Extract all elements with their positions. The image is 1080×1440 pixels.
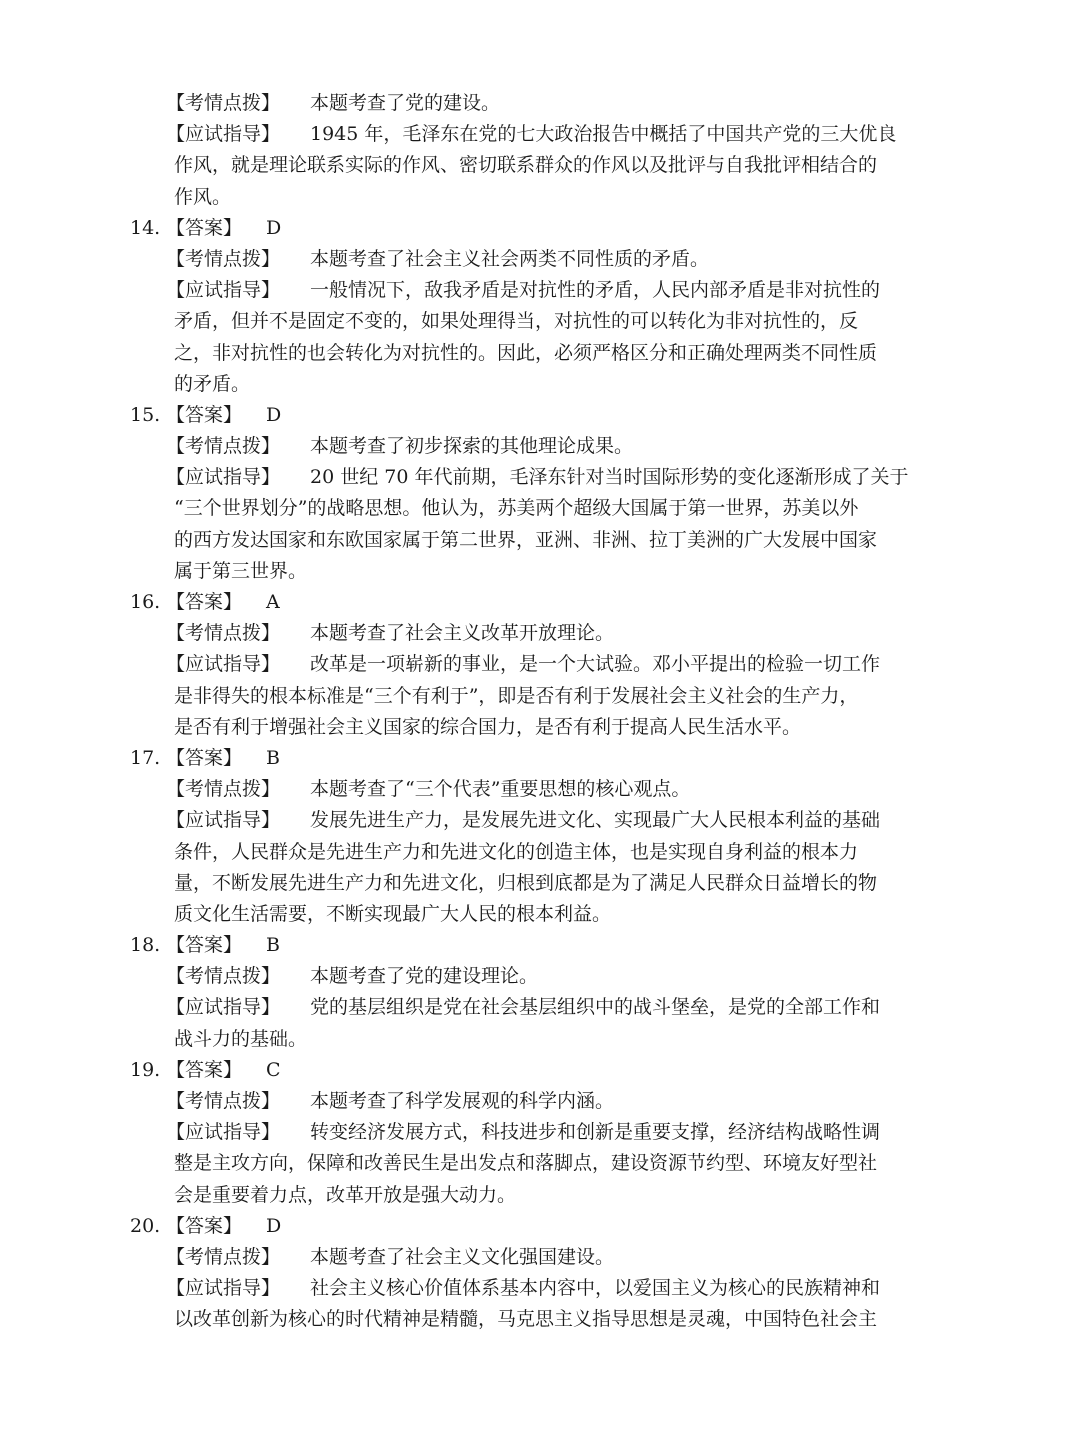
q17-guide-line-3: 量，不断发展先进生产力和先进文化，归根到底都是为了满足人民群众日益增长的物 xyxy=(174,871,878,894)
q13-point-row xyxy=(0,88,1080,119)
q16-guide-line-3: 是否有利于增强社会主义国家的综合国力，是否有利于提高人民生活水平。 xyxy=(174,715,802,738)
answer-value: B xyxy=(266,746,280,769)
answer-label: 【答案】 xyxy=(166,591,243,613)
q14-guide-cont-row xyxy=(0,306,1080,337)
q15-guide-cont-row xyxy=(0,556,1080,587)
q13-point-text: 本题考查了党的建设。 xyxy=(310,92,501,114)
q14-guide-cont-row xyxy=(0,338,1080,369)
answer-label: 【答案】 xyxy=(166,1058,243,1081)
q18-guide-row xyxy=(0,992,1080,1023)
q19-point-text: 本题考查了科学发展观的科学内涵。 xyxy=(310,1090,615,1112)
q15-point-row xyxy=(0,431,1080,462)
answer-value: D xyxy=(266,403,282,426)
q14-guide-cont-row xyxy=(0,369,1080,400)
q14-guide-line-4: 的矛盾。 xyxy=(174,372,251,395)
q18-point-row xyxy=(0,961,1080,992)
q15-point-text: 本题考查了初步探索的其他理论成果。 xyxy=(310,435,634,458)
q16-guide-line-2: 是非得失的根本标准是“三个有利于”，即是否有利于发展社会主义社会的生产力， xyxy=(174,684,859,707)
q16-point-row xyxy=(0,618,1080,649)
q15-guide-line-1: 20 世纪 70 年代前期，毛泽东针对当时国际形势的变化逐渐形成了关于 xyxy=(310,466,909,489)
q15-guide-cont-row xyxy=(0,493,1080,524)
q14-guide-row xyxy=(0,275,1080,306)
q17-point-row xyxy=(0,774,1080,805)
guide-label: 【应试指导】 xyxy=(166,996,281,1019)
q17-guide-row xyxy=(0,805,1080,836)
q16-guide-line-1: 改革是一项崭新的事业，是一个大试验。邓小平提出的检验一切工作 xyxy=(310,653,881,676)
q13-guide-line-1: 1945 年，毛泽东在党的七大政治报告中概括了中国共产党的三大优良 xyxy=(310,123,897,146)
q17-guide-cont-row xyxy=(0,899,1080,930)
q13-guide-line-2: 作风，就是理论联系实际的作风、密切联系群众的作风以及批评与自我批评相结合的 xyxy=(174,154,878,177)
q18-point-text: 本题考查了党的建设理论。 xyxy=(310,965,539,988)
q14-guide-line-2: 矛盾，但并不是固定不变的，如果处理得当，对抗性的可以转化为非对抗性的，反 xyxy=(174,310,859,333)
q19-guide-row xyxy=(0,1117,1080,1148)
answer-value: C xyxy=(266,1058,281,1081)
q14-point-row xyxy=(0,244,1080,275)
q17-guide-line-2: 条件，人民群众是先进生产力和先进文化的创造主体，也是实现自身利益的根本力 xyxy=(174,840,859,863)
q13-guide-cont-row xyxy=(0,150,1080,181)
question-number: 19. xyxy=(130,1058,161,1081)
q18-guide-cont-row xyxy=(0,1024,1080,1055)
answer-explanations-page xyxy=(0,88,1080,1336)
answer-value: A xyxy=(266,591,280,613)
q19-guide-line-3: 会是重要着力点，改革开放是强大动力。 xyxy=(174,1183,517,1206)
q17-guide-cont-row xyxy=(0,837,1080,868)
q17-point-text: 本题考查了“三个代表”重要思想的核心观点。 xyxy=(310,778,691,801)
q16-guide-cont-row xyxy=(0,681,1080,712)
q14-guide-line-3: 之，非对抗性的也会转化为对抗性的。因此，必须严格区分和正确处理两类不同性质 xyxy=(174,341,878,364)
q17-guide-line-4: 质文化生活需要，不断实现最广大人民的根本利益。 xyxy=(174,902,612,925)
answer-label: 【答案】 xyxy=(166,1214,243,1237)
q17-answer-row xyxy=(0,743,1080,774)
q15-guide-row xyxy=(0,462,1080,493)
q15-answer-row xyxy=(0,400,1080,431)
point-label: 【考情点拨】 xyxy=(166,622,281,645)
q18-answer-row xyxy=(0,930,1080,961)
point-label: 【考情点拨】 xyxy=(166,435,281,458)
q16-answer-row xyxy=(0,587,1080,618)
q13-guide-line-3: 作风。 xyxy=(174,185,232,208)
q19-guide-line-2: 整是主攻方向，保障和改善民生是出发点和落脚点，建设资源节约型、环境友好型社 xyxy=(174,1152,878,1175)
question-number: 16. xyxy=(130,591,161,613)
q19-guide-cont-row xyxy=(0,1180,1080,1211)
answer-value: B xyxy=(266,934,280,957)
q20-guide-line-1: 社会主义核心价值体系基本内容中，以爱国主义为核心的民族精神和 xyxy=(310,1277,881,1300)
q14-point-text: 本题考查了社会主义社会两类不同性质的矛盾。 xyxy=(310,247,710,270)
point-label: 【考情点拨】 xyxy=(166,1245,281,1268)
guide-label: 【应试指导】 xyxy=(166,653,281,676)
q15-guide-cont-row xyxy=(0,525,1080,556)
q20-point-row xyxy=(0,1242,1080,1273)
answer-label: 【答案】 xyxy=(166,216,243,239)
q15-guide-line-4: 属于第三世界。 xyxy=(174,559,308,582)
answer-label: 【答案】 xyxy=(166,746,243,769)
point-label: 【考情点拨】 xyxy=(166,1090,281,1112)
guide-label: 【应试指导】 xyxy=(166,809,281,832)
q20-answer-row xyxy=(0,1211,1080,1242)
q19-answer-row xyxy=(0,1055,1080,1086)
question-number: 18. xyxy=(130,934,161,957)
q17-guide-cont-row xyxy=(0,868,1080,899)
question-number: 20. xyxy=(130,1214,161,1237)
q16-point-text: 本题考查了社会主义改革开放理论。 xyxy=(310,622,615,645)
q18-guide-line-1: 党的基层组织是党在社会基层组织中的战斗堡垒，是党的全部工作和 xyxy=(310,996,881,1019)
guide-label: 【应试指导】 xyxy=(166,466,281,489)
q13-guide-row xyxy=(0,119,1080,150)
q20-guide-line-2: 以改革创新为核心的时代精神是精髓，马克思主义指导思想是灵魂，中国特色社会主 xyxy=(174,1308,878,1331)
question-number: 17. xyxy=(130,746,161,769)
answer-label: 【答案】 xyxy=(166,934,243,957)
point-label: 【考情点拨】 xyxy=(166,965,281,988)
q19-point-row xyxy=(0,1086,1080,1117)
q18-guide-line-2: 战斗力的基础。 xyxy=(174,1027,308,1050)
question-number: 15. xyxy=(130,403,161,426)
q19-guide-line-1: 转变经济发展方式，科技进步和创新是重要支撑，经济结构战略性调 xyxy=(310,1121,881,1144)
guide-label: 【应试指导】 xyxy=(166,1277,281,1300)
q14-answer-row xyxy=(0,213,1080,244)
q15-guide-line-2: “三个世界划分”的战略思想。他认为，苏美两个超级大国属于第一世界，苏美以外 xyxy=(174,497,859,520)
point-label: 【考情点拨】 xyxy=(166,92,281,114)
point-label: 【考情点拨】 xyxy=(166,247,281,270)
question-number: 14. xyxy=(130,216,161,239)
q20-guide-cont-row xyxy=(0,1304,1080,1335)
q14-guide-line-1: 一般情况下，敌我矛盾是对抗性的矛盾，人民内部矛盾是非对抗性的 xyxy=(310,279,881,302)
q19-guide-cont-row xyxy=(0,1148,1080,1179)
answer-label: 【答案】 xyxy=(166,403,243,426)
q13-guide-cont-row xyxy=(0,182,1080,213)
q20-guide-row xyxy=(0,1273,1080,1304)
guide-label: 【应试指导】 xyxy=(166,1121,281,1144)
guide-label: 【应试指导】 xyxy=(166,123,281,146)
q16-guide-row xyxy=(0,649,1080,680)
q20-point-text: 本题考查了社会主义文化强国建设。 xyxy=(310,1245,615,1268)
guide-label: 【应试指导】 xyxy=(166,279,281,302)
q16-guide-cont-row xyxy=(0,712,1080,743)
q17-guide-line-1: 发展先进生产力，是发展先进文化、实现最广大人民根本利益的基础 xyxy=(310,809,881,832)
answer-value: D xyxy=(266,1214,282,1237)
q15-guide-line-3: 的西方发达国家和东欧国家属于第二世界，亚洲、非洲、拉丁美洲的广大发展中国家 xyxy=(174,528,878,551)
point-label: 【考情点拨】 xyxy=(166,778,281,801)
answer-value: D xyxy=(266,216,282,239)
